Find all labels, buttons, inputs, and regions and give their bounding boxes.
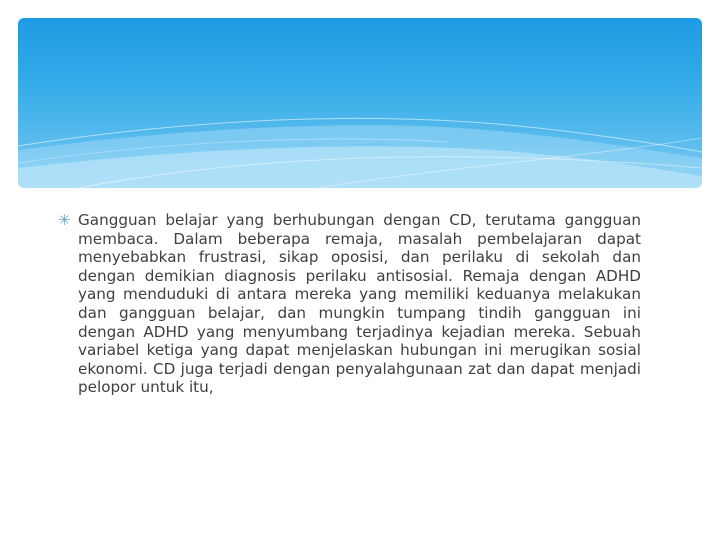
header-banner <box>18 18 702 188</box>
asterisk-icon: ✳ <box>58 211 71 229</box>
banner-wave-decoration <box>18 18 702 188</box>
paragraph-text: Gangguan belajar yang berhubungan dengan CD, terutama gangguan membaca. Dalam beberapa remaja, masalah pembelajaran dapat menyebabkan frustrasi, sikap oposisi, dan perilaku di sekolah dan dengan demikian diagnosis perilaku antisosial. Remaja dengan ADHD yang menduduki di antara mereka yang memiliki keduanya melakukan dan gangguan belajar, dan mungkin tumpang tindih gangguan ini dengan ADHD yang menyumbang terjadinya kejadian mereka. Sebuah variabel ketiga yang dapat menjelaskan hubungan ini merugikan sosial ekonomi. CD juga terjadi dengan penyalahgunaan zat dan dapat menjadi pelopor untuk itu, <box>78 211 641 397</box>
content-area <box>58 211 641 397</box>
bullet-item <box>58 211 641 397</box>
